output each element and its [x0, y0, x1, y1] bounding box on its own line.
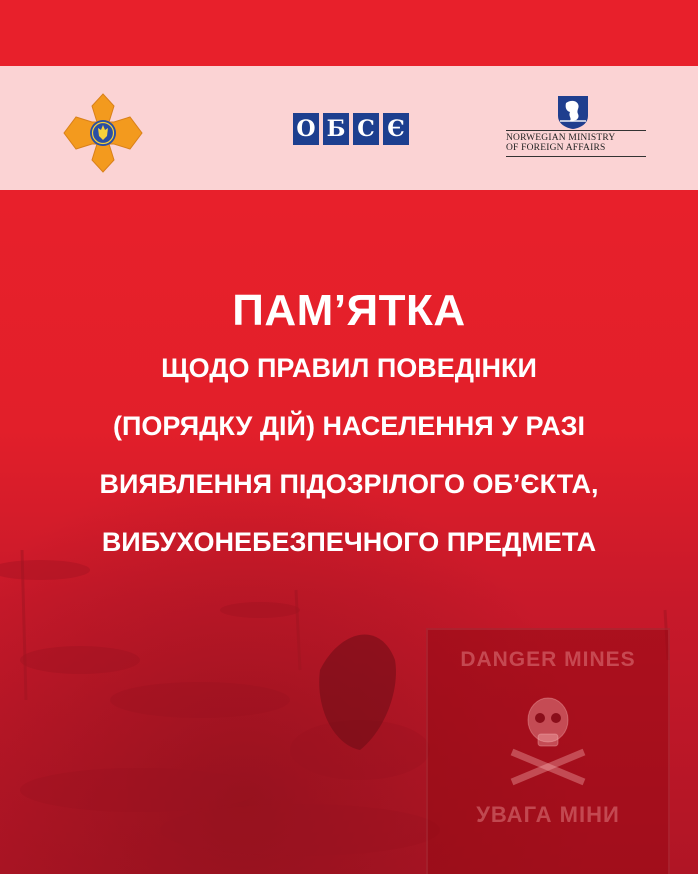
logo-band [0, 66, 698, 190]
title-block [0, 283, 698, 571]
norway-ministry-text [506, 133, 646, 153]
subtitle-line: ВИЯВЛЕННЯ ПІДОЗРІЛОГО ОБ’ЄКТА, [99, 469, 599, 499]
subtitle-line: (ПОРЯДКУ ДІЙ) НАСЕЛЕННЯ У РАЗІ [113, 411, 585, 441]
subtitle-line: ВИБУХОНЕБЕЗПЕЧНОГО ПРЕДМЕТА [101, 527, 597, 557]
dsns-emblem-icon [62, 92, 144, 174]
norway-line-2: OF FOREIGN AFFAIRS [506, 143, 606, 153]
norway-ministry-logo [506, 94, 646, 164]
danger-mines-sign [426, 628, 670, 874]
osce-letter: Є [383, 113, 409, 145]
osce-letter: С [353, 113, 379, 145]
osce-letter: О [293, 113, 319, 145]
sign-bottom-text: УВАГА МІНИ [476, 802, 620, 827]
norway-divider-bottom [506, 156, 646, 157]
skull-crossbones-icon [506, 690, 590, 786]
document-title: ПАМ’ЯТКА [232, 286, 466, 335]
top-red-band [0, 0, 698, 66]
subtitle-line: ЩОДО ПРАВИЛ ПОВЕДІНКИ [161, 353, 537, 383]
sign-top-text: DANGER MINES [460, 648, 636, 671]
osce-logo [293, 113, 409, 145]
norway-line-1: NORWEGIAN MINISTRY [506, 133, 616, 143]
norway-divider [506, 130, 646, 131]
norway-lion-crest-icon [556, 94, 590, 130]
osce-letter: Б [323, 113, 349, 145]
